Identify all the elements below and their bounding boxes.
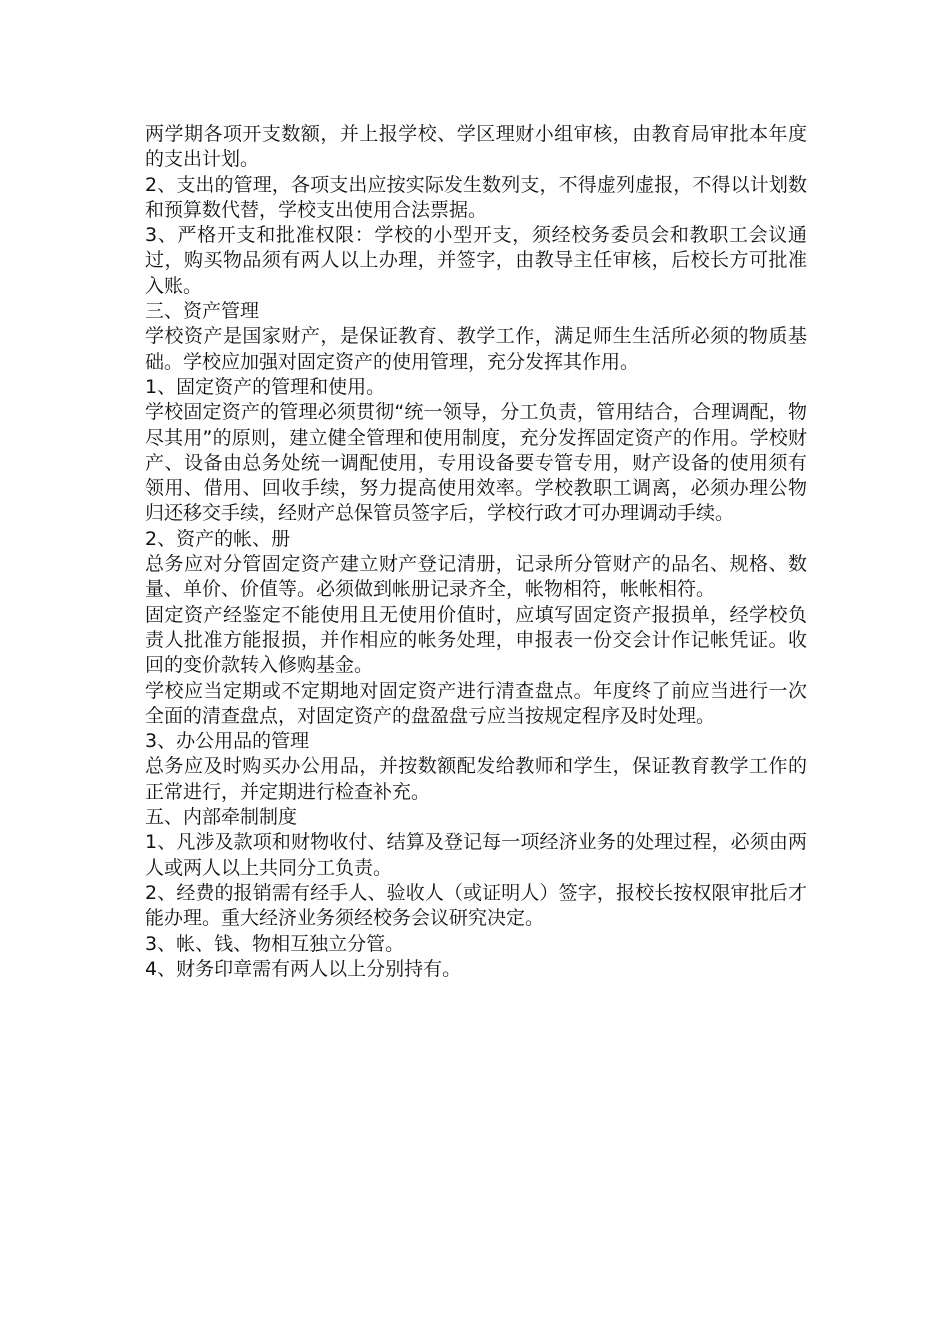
paragraph-control-rule-3: 3、帐、钱、物相互独立分管。 bbox=[145, 932, 405, 955]
paragraph-budget-approval: 两学期各项开支数额，并上报学校、学区理财小组审核，由教育局审批本年度的支出计划。 bbox=[145, 123, 807, 171]
section-heading-internal-control: 五、内部牵制制度 bbox=[145, 806, 298, 829]
subheading-asset-ledger: 2、资产的帐、册 bbox=[145, 527, 291, 550]
paragraph-asset-inventory: 学校应当定期或不定期地对固定资产进行清查盘点。年度终了前应当进行一次全面的清查盘点，对固定资产的盘盈盘亏应当按规定程序及时处理。 bbox=[145, 679, 807, 727]
paragraph-control-rule-2: 2、经费的报销需有经手人、验收人（或证明人）签字，报校长按权限审批后才能办理。重大经济业务须经校务会议研究决定。 bbox=[145, 881, 807, 930]
paragraph-asset-register: 总务应对分管固定资产建立财产登记清册，记录所分管财产的品名、规格、数量、单价、价值等。必须做到帐册记录齐全，帐物相符，帐帐相符。 bbox=[145, 553, 807, 601]
paragraph-office-supplies: 总务应及时购买办公用品，并按数额配发给教师和学生，保证教育教学工作的正常进行，并定期进行检查补充。 bbox=[145, 755, 807, 803]
paragraph-control-rule-1: 1、凡涉及款项和财物收付、结算及登记每一项经济业务的处理过程，必须由两人或两人以上共同分工负责。 bbox=[145, 831, 807, 879]
section-heading-asset-management: 三、资产管理 bbox=[145, 300, 260, 323]
paragraph-fixed-asset-principles: 学校固定资产的管理必须贯彻“统一领导，分工负责，管用结合，合理调配，物尽其用”的原则，建立健全管理和使用制度，充分发挥固定资产的作用。学校财产、设备由总务处统一调配使用，专用设备要专管专用，财产设备的使用须有领用、借用、回收手续，努力提高使用效率。学校教职工调离，必须办理公物归还移交手续，经财产总保管员签字后，学校行政才可办理调动手续。 bbox=[145, 401, 807, 525]
paragraph-asset-writeoff: 固定资产经鉴定不能使用且无使用价值时，应填写固定资产报损单，经学校负责人批准方能报损，并作相应的帐务处理，申报表一份交会计作记帐凭证。收回的变价款转入修购基金。 bbox=[145, 603, 807, 677]
document-body bbox=[145, 122, 807, 982]
paragraph-asset-intro: 学校资产是国家财产，是保证教育、教学工作，满足师生生活所必须的物质基础。学校应加强对固定资产的使用管理，充分发挥其作用。 bbox=[145, 325, 807, 373]
subheading-fixed-asset-use: 1、固定资产的管理和使用。 bbox=[145, 375, 386, 398]
paragraph-expense-authority: 3、严格开支和批准权限：学校的小型开支，须经校务委员会和教职工会议通过，购买物品须有两人以上办理，并签字，由教导主任审核，后校长方可批准入账。 bbox=[145, 224, 807, 297]
paragraph-expense-management: 2、支出的管理，各项支出应按实际发生数列支，不得虚列虚报，不得以计划数和预算数代替，学校支出使用合法票据。 bbox=[145, 173, 807, 221]
paragraph-control-rule-4: 4、财务印章需有两人以上分别持有。 bbox=[145, 957, 462, 980]
subheading-office-supplies: 3、办公用品的管理 bbox=[145, 730, 310, 753]
